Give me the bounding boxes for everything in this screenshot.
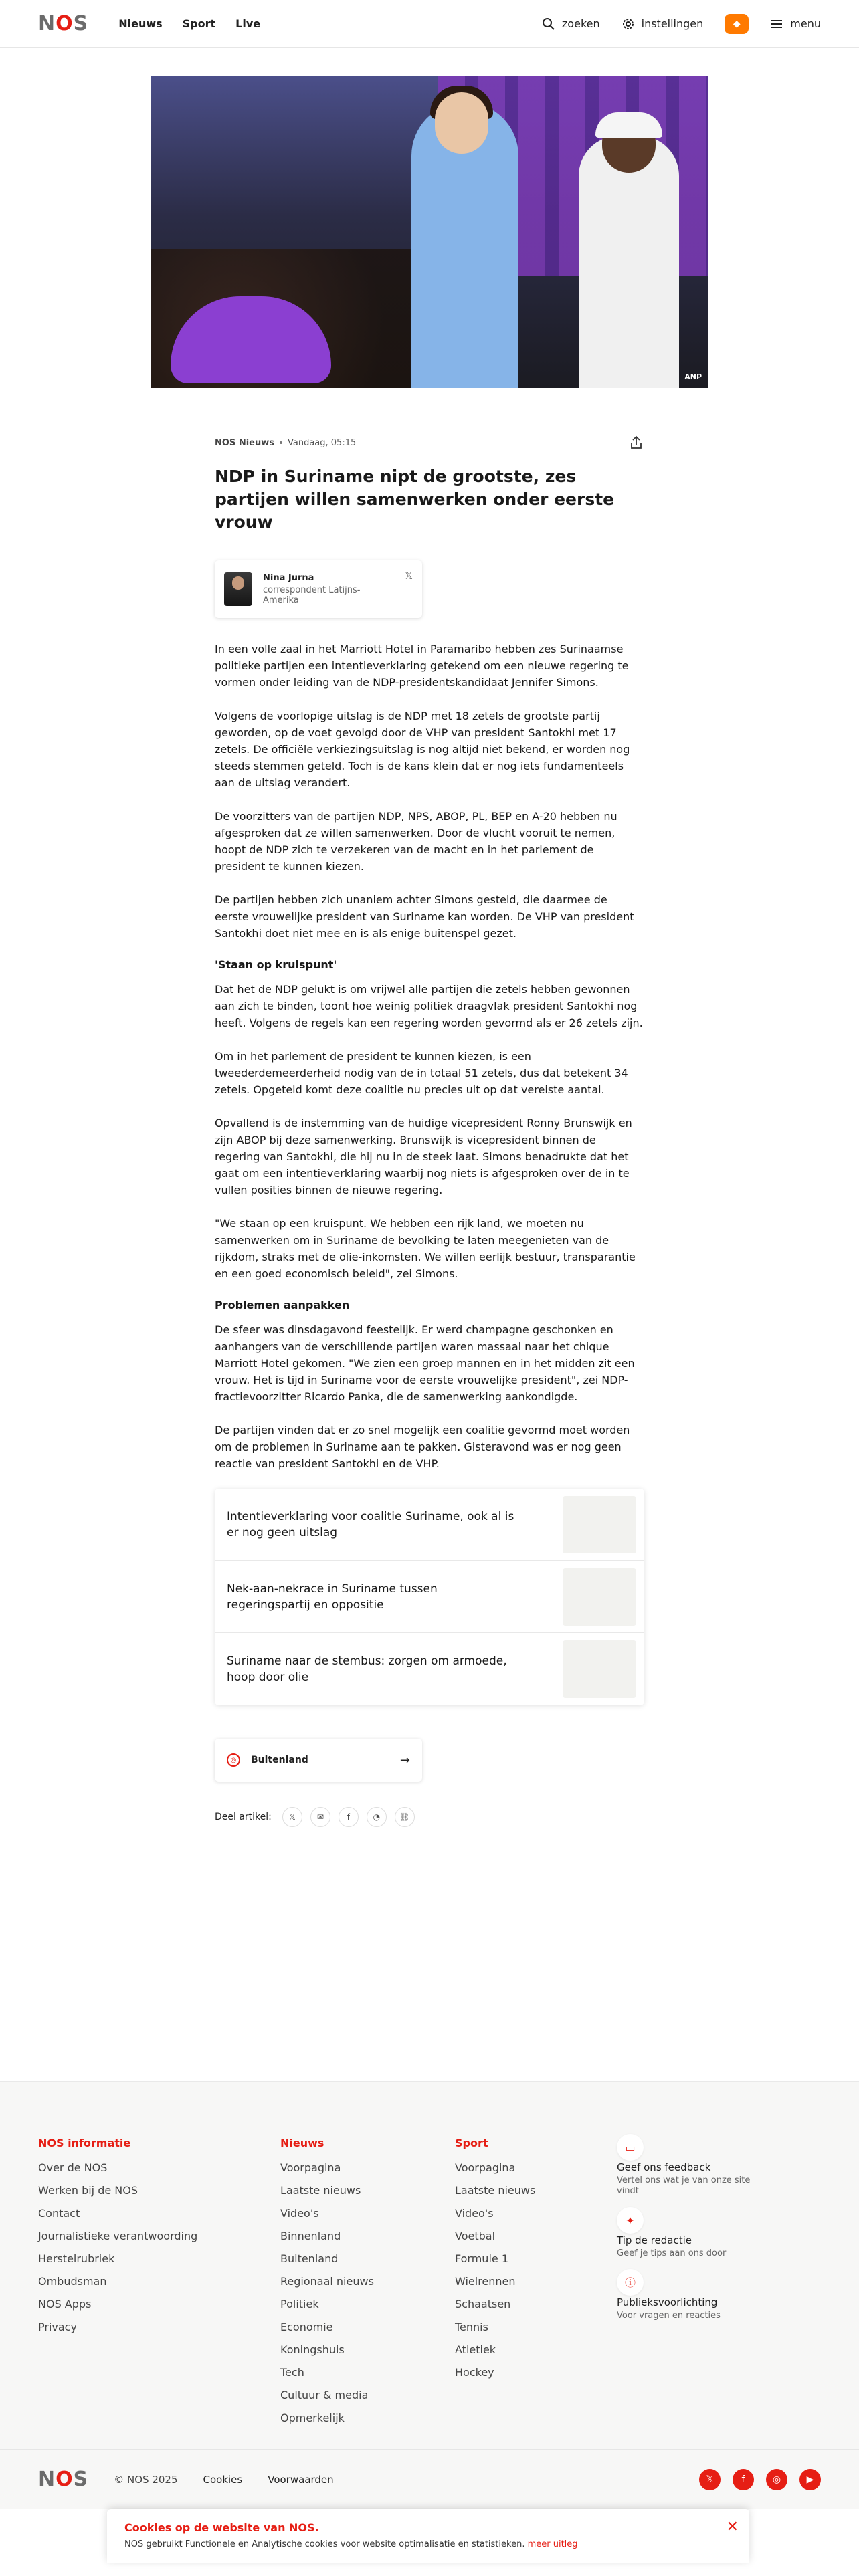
logo-letter-o: O	[56, 12, 74, 35]
footer-col-title: NOS informatie	[38, 2137, 131, 2149]
logo-letter-o: O	[56, 2468, 74, 2491]
feedback-sub: Vertel ons wat je van onze site vindt	[617, 2175, 751, 2196]
related-title: Suriname naar de stembus: zorgen om armoede, hoop door olie	[227, 1654, 507, 1684]
subheading: 'Staan op kruispunt'	[215, 958, 337, 971]
footer-col-nos-informatie	[38, 2137, 197, 2343]
paragraph: In een volle zaal in het Marriott Hotel in Paramaribo hebben zes Surinaamse politieke partijen een intentieverklaring getekend om een nieuwe regering te vormen onder leiding van de NDP-presidentskandidaat Jennifer Simons.	[215, 643, 629, 689]
share-email-icon[interactable]: ✉	[310, 1807, 330, 1827]
cookie-more-link[interactable]: meer uitleg	[527, 2539, 578, 2549]
nav-sport[interactable]: Sport	[182, 17, 216, 30]
footer-link[interactable]: Buitenland	[280, 2252, 339, 2265]
footer-link[interactable]: Economie	[280, 2321, 333, 2333]
chat-icon: ▭	[617, 2134, 644, 2161]
footer-link[interactable]: Over de NOS	[38, 2161, 108, 2174]
feedback-title: Publieksvoorlichting	[617, 2296, 718, 2309]
related-articles	[215, 1489, 644, 1705]
feedback-text	[617, 2296, 771, 2321]
facebook-icon[interactable]: f	[733, 2469, 754, 2490]
menu-label: menu	[790, 17, 821, 30]
search-icon	[542, 17, 555, 31]
tag-label: Buitenland	[251, 1755, 308, 1765]
footer-link[interactable]: Koningshuis	[280, 2343, 345, 2356]
footer-link[interactable]: Video's	[455, 2207, 494, 2220]
logo-letter-s: S	[73, 2468, 89, 2491]
hero-woman-head	[435, 92, 488, 154]
x-twitter-icon[interactable]: 𝕏	[404, 570, 413, 582]
footer-link[interactable]: Atletiek	[455, 2343, 496, 2356]
paragraph: De partijen vinden dat er zo snel mogelijk een coalitie gevormd moet worden om de problemen in Suriname aan te pakken. Gisteravond was er nog geen reactie van president Santokhi en de VHP.	[215, 1424, 630, 1470]
share-label: Deel artikel:	[215, 1812, 272, 1822]
instagram-icon[interactable]: ◎	[766, 2469, 787, 2490]
globe-icon: ◎	[227, 1753, 240, 1767]
footer-link[interactable]: Voorpagina	[455, 2161, 516, 2174]
footer-link[interactable]: Schaatsen	[455, 2298, 511, 2311]
arrow-right-icon: →	[399, 1753, 410, 1767]
nos-plus-button[interactable]	[725, 14, 749, 34]
article-time: Vandaag, 05:15	[287, 437, 357, 448]
footer-link[interactable]: Opmerkelijk	[280, 2411, 345, 2424]
share-whatsapp-icon[interactable]: ◔	[367, 1807, 387, 1827]
hamburger-icon	[770, 17, 783, 31]
footer-link[interactable]: Werken bij de NOS	[38, 2184, 138, 2197]
cookie-title: Cookies op de website van NOS.	[124, 2521, 319, 2534]
footer-nos-logo[interactable]	[38, 2468, 88, 2491]
settings-button[interactable]	[622, 17, 704, 31]
author-info	[263, 573, 377, 605]
footer-link[interactable]: Herstelrubriek	[38, 2252, 115, 2265]
author-avatar	[224, 572, 252, 606]
feedback-title: Tip de redactie	[617, 2234, 692, 2246]
paragraph: Opvallend is de instemming van de huidige vicepresident Ronny Brunswijk en zijn ABOP bij deze samenwerking. Brunswijk is vicepresident binnen de regering van Santokhi, die hij nu in de steek laat. Simons benadrukte dat het gaat om een intentieverklaring waarbij nog niets is afgesproken over de in te vullen posities binnen de nieuwe regering.	[215, 1117, 632, 1196]
footer-col-nieuws	[280, 2137, 374, 2434]
footer-link[interactable]: Laatste nieuws	[280, 2184, 361, 2197]
cookie-banner	[107, 2509, 749, 2563]
feedback-text	[617, 2161, 771, 2197]
terms-link[interactable]: Voorwaarden	[268, 2473, 334, 2486]
footer-link[interactable]: Privacy	[38, 2321, 77, 2333]
search-button[interactable]	[542, 17, 600, 31]
footer-link[interactable]: Tech	[280, 2366, 304, 2379]
main-nav	[118, 17, 260, 30]
cookie-text-row	[124, 2539, 732, 2549]
footer-link[interactable]: Contact	[38, 2207, 80, 2220]
footer-link[interactable]: Wielrennen	[455, 2275, 516, 2288]
category-tag-buitenland[interactable]	[215, 1739, 422, 1782]
related-article[interactable]	[215, 1561, 644, 1633]
social-links	[699, 2469, 821, 2490]
paragraph: De voorzitters van de partijen NDP, NPS, ABOP, PL, BEP en A-20 hebben nu afgesproken dat ze willen samenwerken. Door de vlucht vooruit te nemen, hoopt de NDP zich te verzekeren van de macht en in het parlement de president te kunnen kiezen.	[215, 810, 617, 873]
lightbulb-icon: ✦	[617, 2207, 644, 2234]
feedback-link[interactable]	[617, 2134, 771, 2197]
article-body	[215, 641, 644, 1472]
photo-credit: ANP	[684, 372, 702, 381]
footer-col-title: Nieuws	[280, 2137, 324, 2149]
site-header	[0, 0, 859, 48]
related-title: Nek-aan-nekrace in Suriname tussen regeringspartij en oppositie	[227, 1582, 438, 1612]
related-thumbnail	[563, 1496, 636, 1553]
share-x-icon[interactable]: 𝕏	[282, 1807, 302, 1827]
article	[215, 435, 644, 1827]
feedback-sub: Voor vragen en reacties	[617, 2311, 721, 2321]
article-meta-row	[215, 435, 644, 451]
article-title: NDP in Suriname nipt de grootste, zes partijen willen samenwerken onder eerste vrouw	[215, 467, 615, 532]
footer-link[interactable]: Voetbal	[455, 2230, 496, 2242]
footer-link[interactable]: NOS Apps	[38, 2298, 92, 2311]
footer-link[interactable]: Formule 1	[455, 2252, 508, 2265]
footer-link[interactable]: Voorpagina	[280, 2161, 341, 2174]
share-facebook-icon[interactable]: f	[339, 1807, 359, 1827]
header-actions	[542, 14, 821, 34]
footer-feedback	[617, 2134, 771, 2331]
hero-man-cap	[595, 112, 662, 138]
menu-button[interactable]	[770, 17, 821, 31]
footer-bottom-bar	[0, 2449, 859, 2509]
feedback-text	[617, 2234, 771, 2259]
paragraph: Volgens de voorlopige uitslag is de NDP met 18 zetels de grootste partij geworden, op de voet gevolgd door de VHP van president Santokhi met 17 zetels. De officiële verkiezingsuitslag is nog altijd niet bekend, er worden nog steeds stemmen geteld. Toch is de kans klein dat er nog iets fundamenteels aan de uitslag verandert.	[215, 710, 630, 789]
paragraph: De partijen hebben zich unaniem achter Simons gesteld, die daarmee de eerste vrouwelijke president van Suriname kan worden. De VHP van president Santokhi doet niet mee en is als enige buitenspel gezet.	[215, 893, 634, 940]
footer-col-title: Sport	[455, 2137, 488, 2149]
hero-image	[151, 76, 708, 388]
site-footer	[0, 2081, 859, 2482]
logo-letter-s: S	[73, 12, 89, 35]
feedback-title: Geef ons feedback	[617, 2161, 711, 2173]
paragraph: "We staan op een kruispunt. We hebben een rijk land, we moeten nu samenwerken om in Suriname de bevolking te laten meegenieten van de rijkdom, straks met de olie-inkomsten. We willen eerlijk bestuur, transparantie en een goed economisch beleid", zei Simons.	[215, 1217, 636, 1280]
footer-link[interactable]: Regionaal nieuws	[280, 2275, 374, 2288]
footer-link[interactable]: Cultuur & media	[280, 2389, 369, 2401]
footer-link[interactable]: Journalistieke verantwoording	[38, 2230, 198, 2242]
paragraph: Dat het de NDP gelukt is om vrijwel alle partijen die zetels hebben gewonnen aan zich te binden, toont hoe weinig politiek draagvlak president Santokhi nog heeft. Volgens de regels kan een regering worden gevormd als er 26 zetels zijn.	[215, 983, 643, 1029]
x-social-icon[interactable]: 𝕏	[699, 2469, 721, 2490]
related-article[interactable]	[215, 1633, 644, 1705]
nav-live[interactable]: Live	[235, 17, 261, 30]
paragraph: Om in het parlement de president te kunnen kiezen, is een tweederdemeerderheid nodig van de in totaal 51 zetels, dus dat betekent 34 zetels. Opgeteld komt deze coalitie nu precies uit op dat vereiste aantal.	[215, 1050, 628, 1096]
footer-col-sport	[455, 2137, 535, 2389]
logo-letter-n: N	[38, 2468, 56, 2491]
nos-plus-icon: ◆	[733, 18, 741, 29]
related-article[interactable]	[215, 1489, 644, 1561]
cookie-text: NOS gebruikt Functionele en Analytische cookies voor website optimalisatie en statistieken.	[124, 2539, 525, 2549]
publieksvoorlichting-link[interactable]	[617, 2269, 771, 2321]
footer-link[interactable]: Politiek	[280, 2298, 319, 2311]
tip-link[interactable]	[617, 2207, 771, 2259]
gear-icon	[622, 17, 635, 31]
share-icon[interactable]	[628, 435, 644, 451]
related-thumbnail	[563, 1640, 636, 1698]
related-thumbnail	[563, 1568, 636, 1626]
close-icon[interactable]: ✕	[726, 2518, 739, 2535]
feedback-sub: Geef je tips aan ons door	[617, 2248, 727, 2258]
footer-link[interactable]: Tennis	[455, 2321, 488, 2333]
footer-link[interactable]: Binnenland	[280, 2230, 341, 2242]
nav-nieuws[interactable]: Nieuws	[118, 17, 163, 30]
author-name: Nina Jurna	[263, 573, 314, 583]
info-icon: ⓘ	[617, 2269, 644, 2296]
related-title: Intentieverklaring voor coalitie Suriname, ook al is er nog geen uitslag	[227, 1509, 514, 1539]
subheading: Problemen aanpakken	[215, 1299, 350, 1311]
share-link-icon[interactable]: ⛓	[395, 1807, 415, 1827]
logo-letter-n: N	[38, 12, 56, 35]
footer-link[interactable]: Ombudsman	[38, 2275, 107, 2288]
footer-link[interactable]: Hockey	[455, 2366, 494, 2379]
meta-separator	[280, 441, 282, 444]
search-label: zoeken	[561, 17, 600, 30]
article-source: NOS Nieuws	[215, 437, 274, 448]
hero-man-body	[579, 136, 679, 388]
footer-link[interactable]: Video's	[280, 2207, 319, 2220]
footer-link[interactable]: Laatste nieuws	[455, 2184, 536, 2197]
author-card[interactable]	[215, 560, 422, 618]
author-role: correspondent Latijns-Amerika	[263, 585, 361, 605]
article-meta	[215, 438, 356, 448]
nos-logo[interactable]	[38, 12, 88, 35]
paragraph: De sfeer was dinsdagavond feestelijk. Er werd champagne geschonken en aanhangers van de verschillende partijen waren massaal naar het chique Marriott Hotel gekomen. "We zien een groep mannen en in het midden zit een vrouw. Het is tijd in Suriname voor de eerste vrouwelijke president", zei NDP-fractievoorzitter Ricardo Panka, die de samenwerking aankondigde.	[215, 1323, 635, 1403]
settings-label: instellingen	[641, 17, 704, 30]
copyright: © NOS 2025	[114, 2473, 178, 2486]
cookies-link[interactable]: Cookies	[203, 2473, 243, 2486]
share-row	[215, 1807, 644, 1827]
youtube-icon[interactable]: ▶	[799, 2469, 821, 2490]
